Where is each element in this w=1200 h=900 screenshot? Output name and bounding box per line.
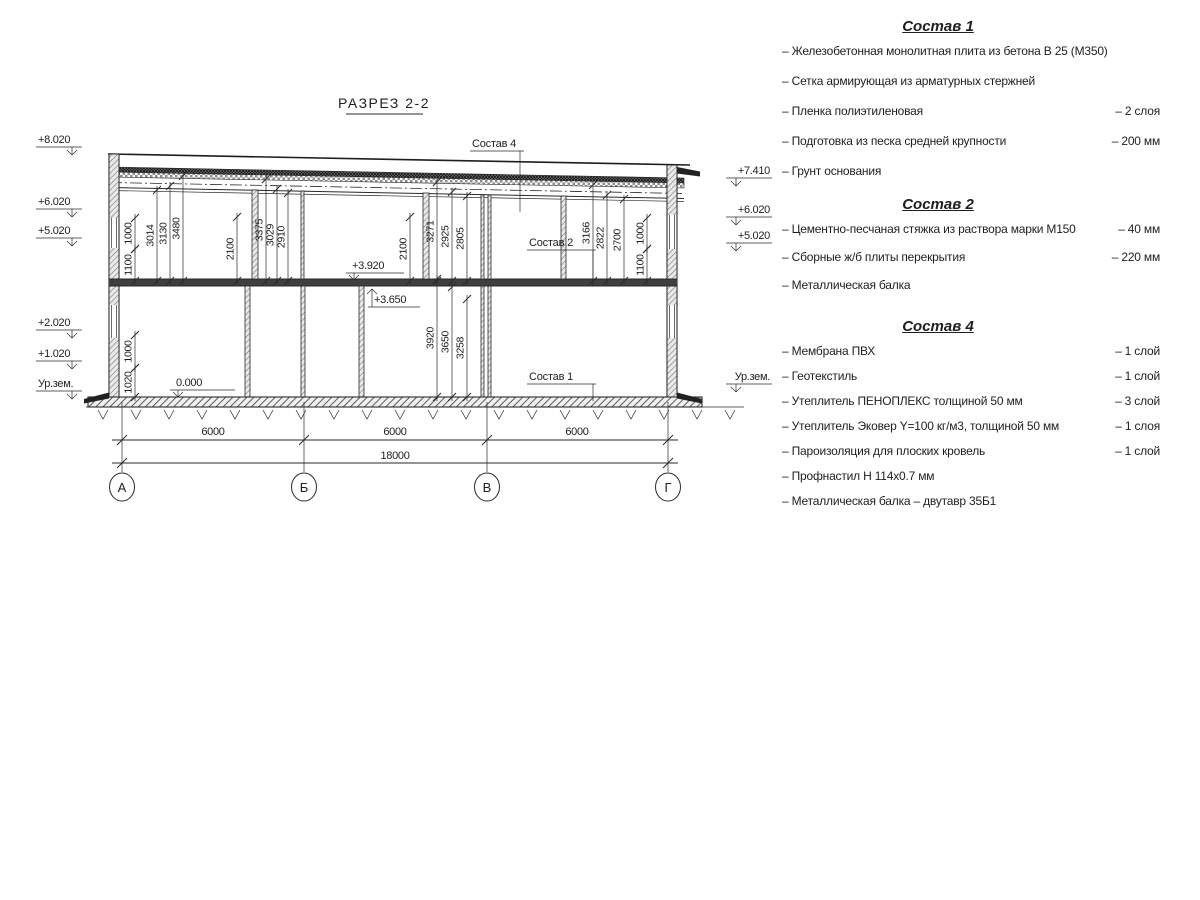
bottom-dimensions (112, 402, 678, 472)
composition-item (782, 495, 1160, 508)
composition-item-text: – Подготовка из песка средней крупности (782, 134, 1007, 148)
composition-item-value: – 1 слоя (1115, 419, 1160, 433)
dimension (455, 295, 472, 401)
upper-columns (252, 190, 566, 279)
elevation-mark (36, 196, 82, 217)
span-dim-label: 6000 (565, 426, 589, 438)
dim-label: 2910 (275, 225, 288, 249)
composition-item (782, 345, 1160, 358)
composition-item-text: – Железобетонная монолитная плита из бетона В 25 (М350) (782, 44, 1108, 58)
composition-item (782, 223, 1160, 236)
dim-label: 2805 (454, 227, 467, 250)
ground-slab (88, 397, 702, 407)
dimension (612, 195, 629, 285)
floor-level-label: +3.920 (352, 260, 385, 272)
composition-item-text: – Металлическая балка – двутавр 35Б1 (782, 494, 997, 508)
composition-item (782, 395, 1160, 408)
composition-item-value: – 1 слой (1115, 444, 1160, 458)
elevation-mark (36, 134, 82, 155)
leader-ground-label: Состав 1 (529, 371, 574, 383)
dim-label: 3650 (439, 330, 452, 354)
elevation-label: +6.020 (38, 196, 71, 208)
composition-item-text: – Профнастил Н 114х0.7 мм (782, 469, 935, 483)
elevation-mark (726, 165, 772, 186)
axis-bubble (475, 473, 500, 501)
composition-item-value: – 220 мм (1111, 250, 1160, 264)
dim-label: 3029 (264, 223, 277, 247)
soffit-level-mark (367, 289, 420, 307)
composition-item-value: – 3 слой (1115, 394, 1160, 408)
elevation-label: +8.020 (38, 134, 71, 146)
elevation-mark (726, 371, 772, 392)
elevation-label: Ур.зем. (38, 378, 74, 390)
composition-item-text: – Пленка полиэтиленовая (782, 104, 923, 118)
dimension (398, 213, 415, 285)
composition-item (782, 165, 1160, 178)
composition-title: Состав 2 (902, 196, 974, 213)
composition-title: Состав 4 (902, 318, 974, 335)
composition-item (782, 279, 1160, 292)
composition-title: Состав 1 (902, 18, 974, 35)
composition-item-text: – Грунт основания (782, 164, 882, 178)
leader-floor-label: Состав 2 (529, 237, 574, 249)
elevation-mark (726, 230, 772, 251)
axis-bubble (110, 473, 135, 501)
zero-level-label: 0.000 (176, 377, 203, 389)
elevation-mark (726, 204, 772, 225)
dim-label: 3130 (157, 222, 170, 245)
axis-bubble (292, 473, 317, 501)
dim-label: 2925 (439, 225, 452, 248)
axis-label: А (117, 480, 127, 495)
composition-item-text: – Цементно-песчаная стяжка из раствора марки М150 (782, 222, 1076, 236)
composition-item-text: – Мембрана ПВХ (782, 344, 876, 358)
roof-beam-bottom-line (110, 188, 684, 199)
dim-label: 3271 (424, 220, 437, 243)
soil-break-marks (98, 410, 735, 419)
dim-label: 3014 (144, 224, 157, 247)
elevation-label: +6.020 (737, 204, 770, 216)
composition-item-value: – 2 слоя (1115, 104, 1160, 118)
soffit-level-label: +3.650 (374, 294, 407, 306)
composition-item-value: – 200 мм (1111, 134, 1160, 148)
composition-block (782, 196, 1160, 307)
dim-label: 2700 (611, 228, 624, 252)
composition-block (782, 18, 1160, 195)
dim-label: 1000 (634, 222, 647, 245)
dim-label: 2100 (224, 237, 237, 261)
composition-item (782, 75, 1160, 88)
composition-item-text: – Сборные ж/б плиты перекрытия (782, 250, 966, 264)
composition-item (782, 251, 1160, 264)
dim-label: 1020 (122, 371, 135, 394)
dim-label: 3258 (454, 336, 467, 360)
elevation-mark (36, 378, 82, 399)
composition-item (782, 135, 1160, 148)
zero-level-mark (170, 377, 235, 397)
span-dim-label: 6000 (201, 426, 225, 438)
left-wall (109, 154, 119, 397)
floor-level-mark (346, 260, 404, 280)
dimension (123, 364, 140, 401)
dim-label: 2822 (594, 226, 607, 250)
axis-bubble (656, 473, 681, 501)
composition-block (782, 318, 1160, 520)
elevation-mark (36, 317, 82, 338)
composition-item-text: – Металлическая балка (782, 278, 911, 292)
axis-bubbles (110, 473, 681, 501)
axis-label: Б (299, 480, 309, 495)
elevation-label: Ур.зем. (734, 371, 770, 383)
dim-label: 1100 (634, 254, 647, 276)
dimension (455, 192, 472, 285)
dim-label: 3920 (424, 326, 437, 350)
composition-item-value: – 40 мм (1118, 222, 1160, 236)
composition-item (782, 445, 1160, 458)
composition-item (782, 420, 1160, 433)
dim-label: 1000 (122, 222, 135, 245)
elevation-mark (36, 225, 82, 246)
dim-label: 1000 (122, 340, 135, 363)
composition-item-text: – Утеплитель Эковер Y=100 кг/м3, толщиной 50 мм (782, 419, 1060, 433)
total-dim-label: 18000 (380, 450, 410, 462)
span-dim-label: 6000 (383, 426, 407, 438)
dim-label: 3375 (253, 218, 266, 242)
composition-item-value: – 1 слой (1115, 369, 1160, 383)
drawing-title: РАЗРЕЗ 2-2 (338, 95, 430, 111)
dim-label: 3480 (170, 217, 183, 240)
dimension (595, 191, 612, 285)
elevation-mark (36, 348, 82, 369)
composition-item (782, 105, 1160, 118)
composition-item-text: – Сетка армирующая из арматурных стержней (782, 74, 1036, 88)
composition-item (782, 45, 1160, 58)
composition-item (782, 370, 1160, 383)
leader-roof-label: Состав 4 (472, 138, 517, 150)
dim-label: 3166 (580, 221, 593, 245)
axis-label: В (482, 480, 492, 495)
elevation-label: +7.410 (737, 165, 770, 177)
dim-label: 2100 (397, 237, 410, 261)
dimension (276, 189, 293, 285)
elevation-label: +2.020 (38, 317, 71, 329)
axis-label: Г (664, 480, 672, 495)
roof-parapet-line (108, 154, 690, 165)
dimension (225, 213, 242, 285)
roof-scupper (677, 167, 700, 177)
composition-item (782, 470, 1160, 483)
composition-item-text: – Пароизоляция для плоских кровель (782, 444, 986, 458)
section-drawing (0, 0, 790, 540)
elevation-label: +5.020 (737, 230, 770, 242)
composition-item-value: – 1 слой (1115, 344, 1160, 358)
elevation-label: +5.020 (38, 225, 71, 237)
dim-label: 1100 (122, 254, 135, 276)
elevation-label: +1.020 (38, 348, 71, 360)
composition-item-text: – Утеплитель ПЕНОПЛЕКС толщиной 50 мм (782, 394, 1023, 408)
composition-item-text: – Геотекстиль (782, 369, 858, 383)
